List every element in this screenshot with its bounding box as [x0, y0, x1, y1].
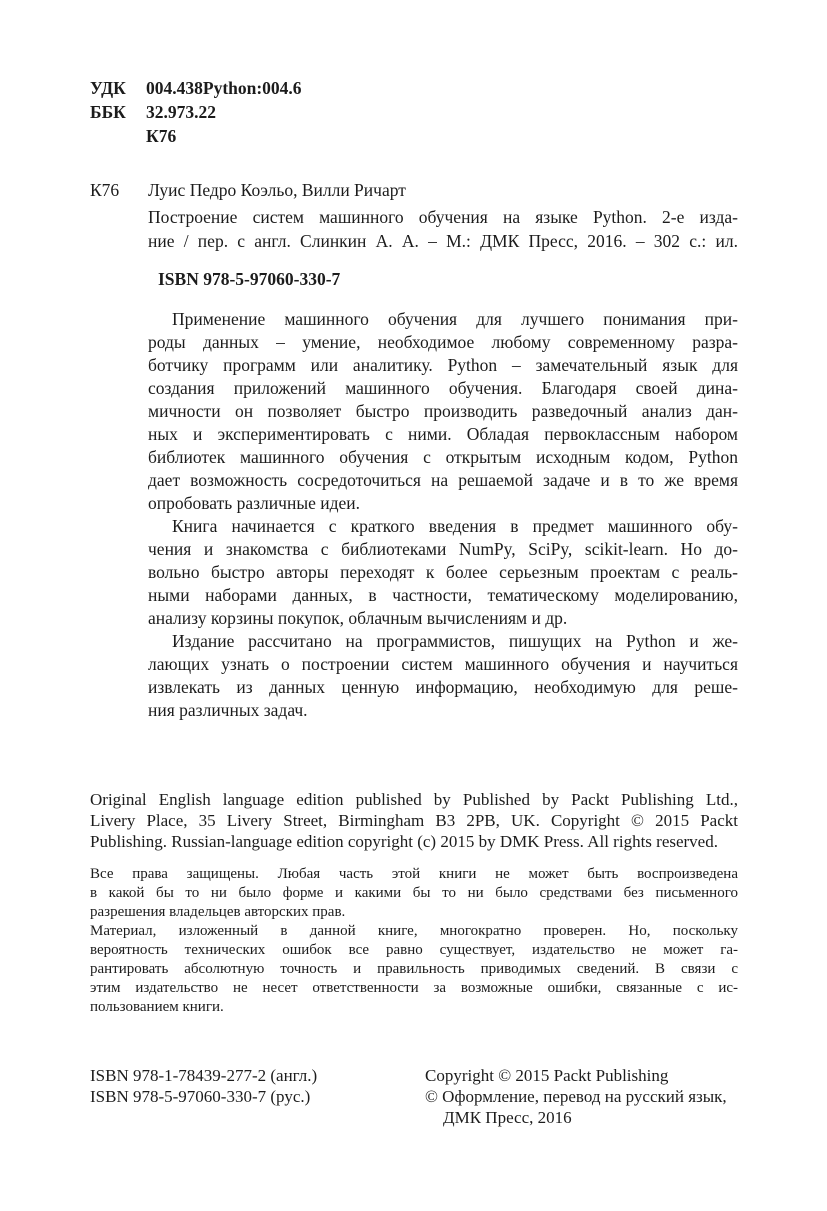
- annotation-line: роды данных – умение, необходимое любому современному разра-: [148, 332, 738, 352]
- copyright-design: © Оформление, перевод на русский язык,: [425, 1087, 727, 1106]
- annotation-line: Применение машинного обучения для лучшего понимания при-: [172, 309, 738, 329]
- bbk-label: ББК: [90, 102, 126, 122]
- author-mark: К76: [146, 126, 177, 146]
- entry-title-line: Построение систем машинного обучения на языке Python. 2-е изда-: [148, 207, 738, 227]
- annotation-line: ния различных задач.: [148, 700, 308, 720]
- udk-row: [90, 76, 302, 100]
- annotation-line: Книга начинается с краткого введения в предмет машинного обу-: [172, 516, 738, 536]
- entry-isbn: ISBN 978-5-97060-330-7: [158, 269, 341, 289]
- original-edition-notice: [90, 789, 738, 852]
- entry-author-mark: К76: [90, 180, 120, 200]
- annotation-line: извлекать из данных ценную информацию, необходимую для реше-: [148, 677, 738, 697]
- bbk-value: 32.973.22: [146, 102, 216, 122]
- udk-label: УДК: [90, 78, 126, 98]
- original-edition-line: Livery Place, 35 Livery Street, Birmingham B3 2PB, UK. Copyright © 2015 Packt: [90, 811, 738, 830]
- annotation-line: ных и экспериментировать с ними. Обладая первоклассным набором: [148, 424, 738, 444]
- annotation-line: Издание рассчитано на программистов, пишущих на Python и же-: [172, 631, 738, 651]
- entry-title-line: ние / пер. с англ. Слинкин А. А. – М.: ДМК Пресс, 2016. – 302 с.: ил.: [148, 231, 738, 251]
- copyright-original: Copyright © 2015 Packt Publishing: [425, 1066, 669, 1085]
- annotation-line: чения и знакомства с библиотеками NumPy, SciPy, scikit-learn. Но до-: [148, 539, 738, 559]
- original-edition-line: Original English language edition published by Published by Packt Publishing Ltd.,: [90, 790, 738, 809]
- annotation: [148, 308, 738, 722]
- rights-line: в какой бы то ни было форме и какими бы то ни было средствами без письменного: [90, 885, 738, 901]
- rights-notice: [90, 865, 738, 1017]
- rights-line: этим издательство не несет ответственности за возможные ошибки, связанные с ис-: [90, 980, 738, 996]
- rights-line: вероятность технических ошибок все равно существует, издательство не может га-: [90, 942, 738, 958]
- classification-block: [90, 76, 302, 148]
- annotation-line: мичности он позволяет быстро производить разведочный анализ дан-: [148, 401, 738, 421]
- isbn-russian: ISBN 978-5-97060-330-7 (рус.): [90, 1087, 311, 1106]
- annotation-line: опробовать различные идеи.: [148, 493, 360, 513]
- rights-line: разрешения владельцев авторских прав.: [90, 904, 346, 920]
- bbk-row: [90, 100, 302, 124]
- annotation-line: лающих узнать о построении систем машинного обучения и научиться: [148, 654, 738, 674]
- entry-title: [148, 205, 738, 253]
- annotation-line: анализу корзины покупок, облачным вычислениям и др.: [148, 608, 568, 628]
- annotation-line: создания приложений машинного обучения. Благодаря своей дина-: [148, 378, 738, 398]
- rights-line: рантировать абсолютную точность и правильность приводимых сведений. В связи с: [90, 961, 738, 977]
- rights-line: Материал, изложенный в данной книге, многократно проверен. Но, поскольку: [90, 923, 738, 939]
- annotation-line: вольно быстро авторы переходят к более серьезным проектам с реаль-: [148, 562, 738, 582]
- original-edition-line: Publishing. Russian-language edition copyright (c) 2015 by DMK Press. All rights reserved.: [90, 832, 718, 851]
- annotation-line: ными наборами данных, в частности, тематическому моделированию,: [148, 585, 738, 605]
- entry-authors: Луис Педро Коэльо, Вилли Ричарт: [148, 180, 406, 200]
- copyright-design-publisher: ДМК Пресс, 2016: [443, 1108, 572, 1127]
- rights-line: пользованием книги.: [90, 999, 224, 1015]
- annotation-line: дает возможность сосредоточиться на решаемой задаче и в то же время: [148, 470, 738, 490]
- udk-value: 004.438Python:004.6: [146, 78, 302, 98]
- author-mark-row: [90, 124, 302, 148]
- annotation-line: библиотек машинного обучения с открытым исходным кодом, Python: [148, 447, 738, 467]
- isbn-original: ISBN 978-1-78439-277-2 (англ.): [90, 1066, 318, 1085]
- rights-line: Все права защищены. Любая часть этой книги не может быть воспроизведена: [90, 866, 738, 882]
- annotation-line: ботчику программ или аналитику. Python – замечательный язык для: [148, 355, 738, 375]
